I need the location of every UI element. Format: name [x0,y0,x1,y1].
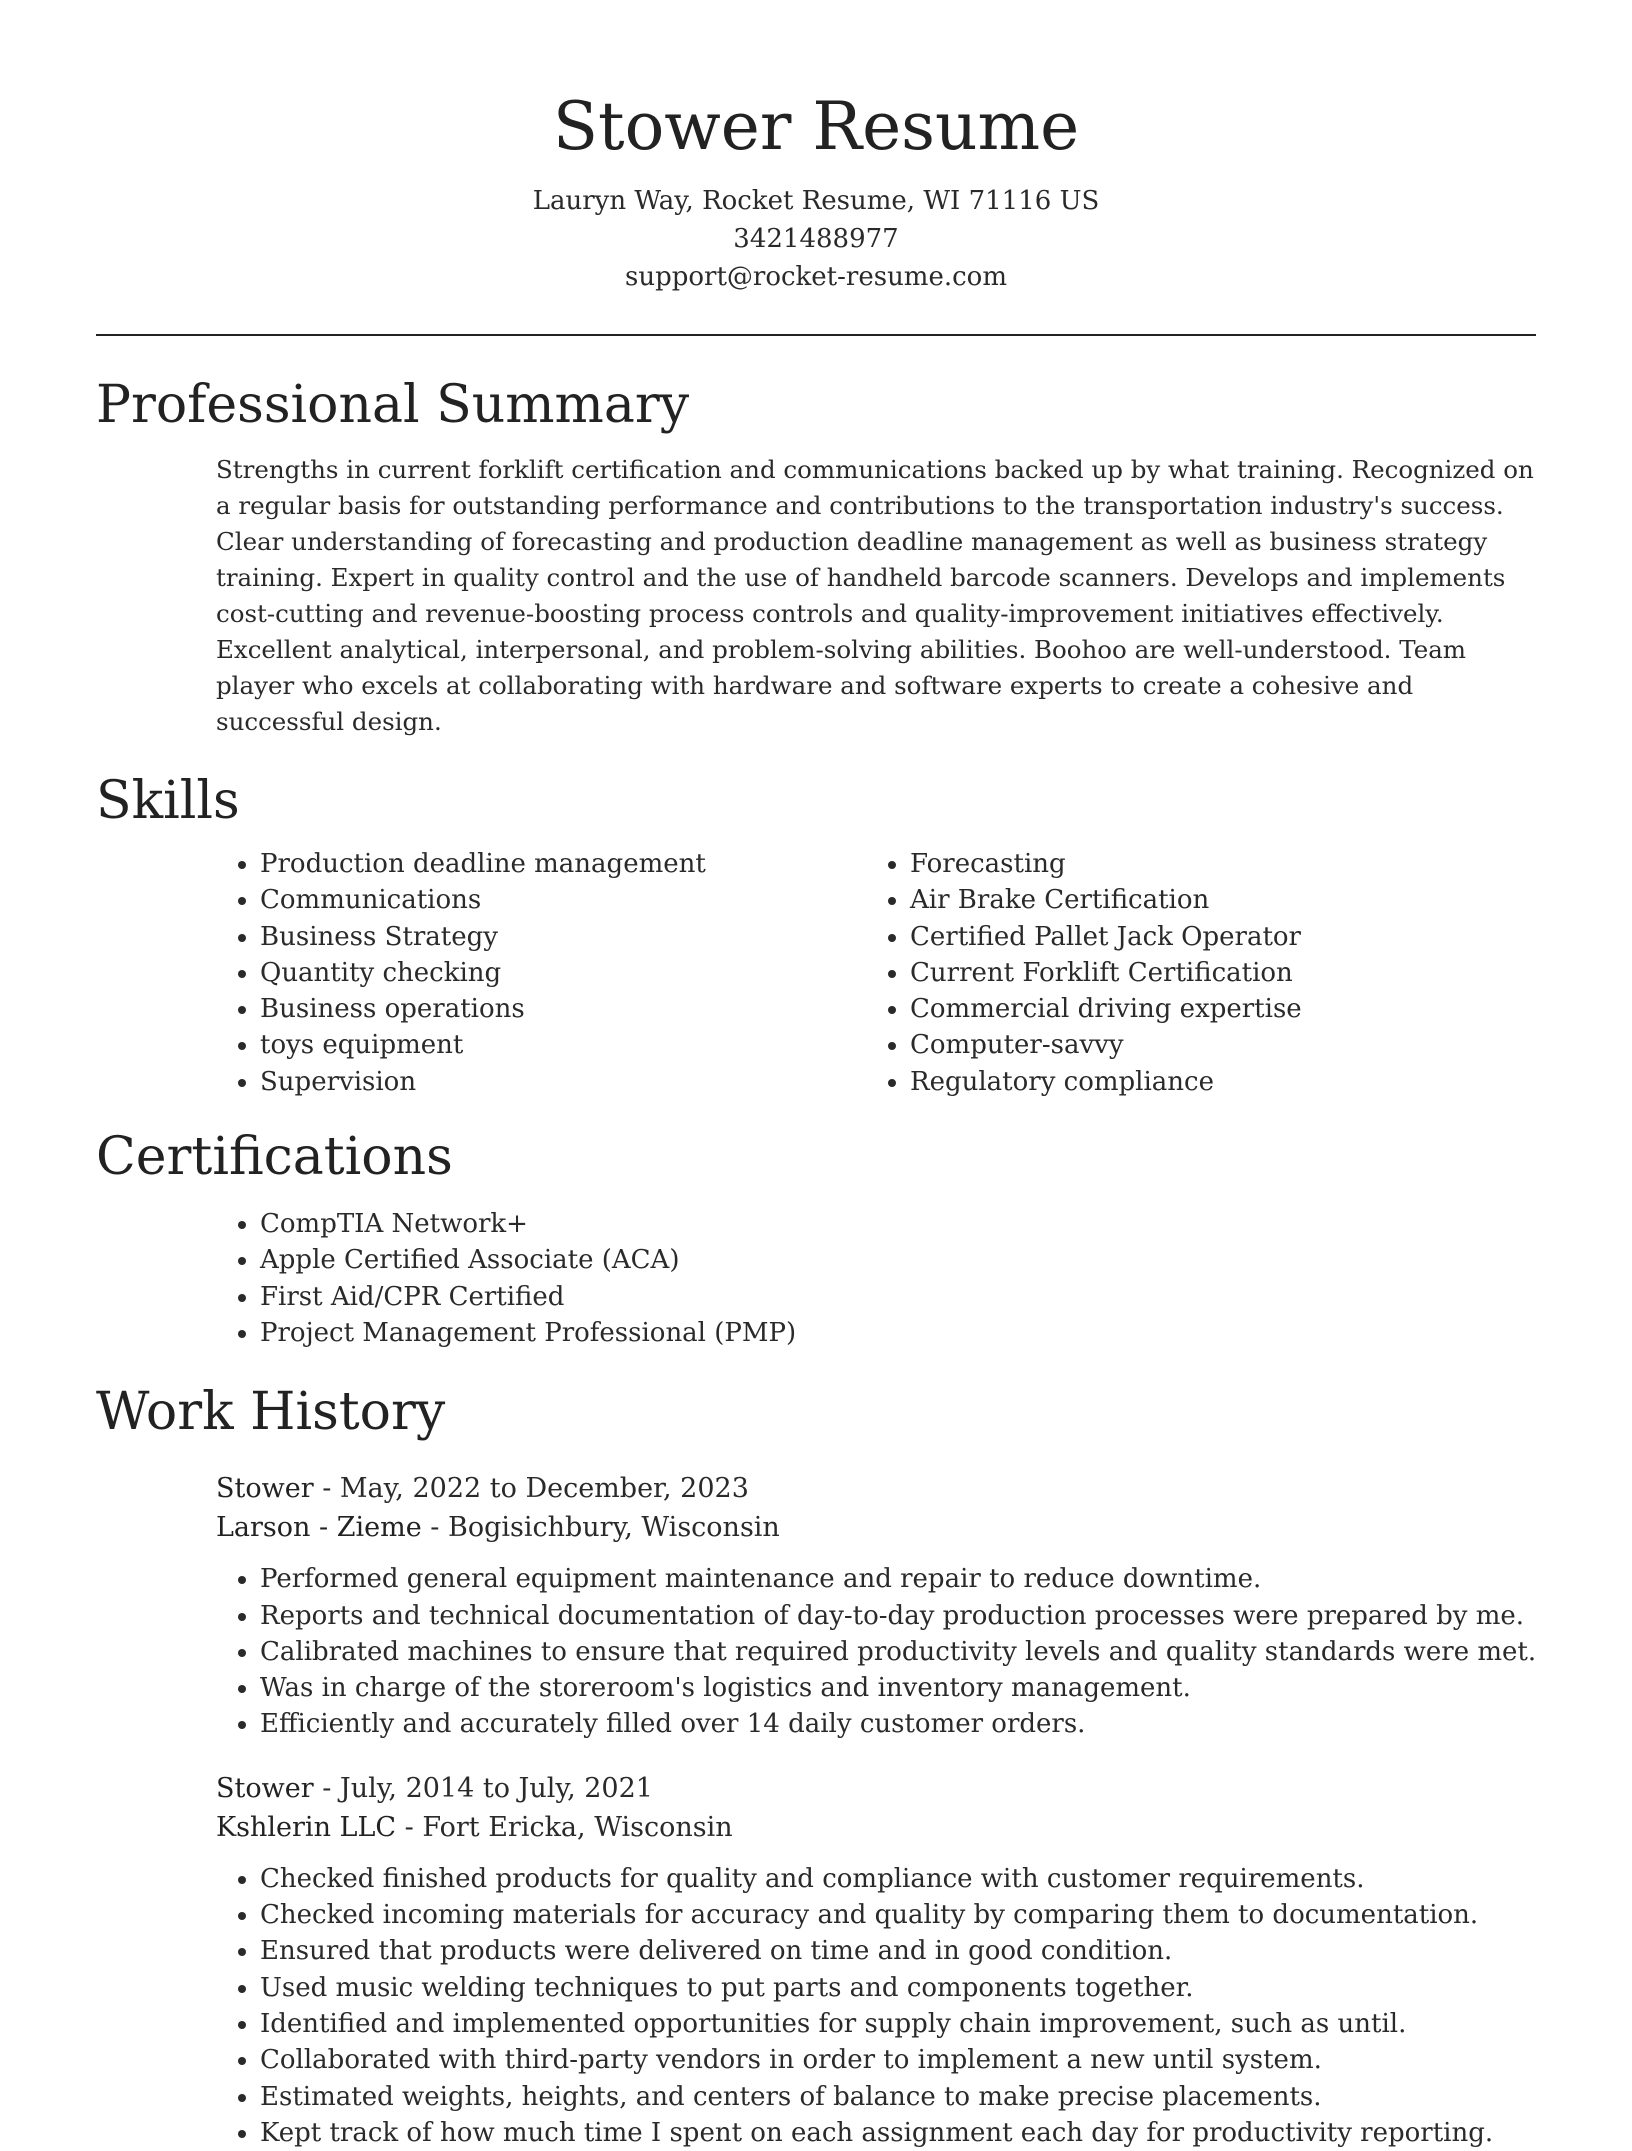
skills-heading: Skills [96,771,240,831]
contact-address: Lauryn Way, Rocket Resume, WI 71116 US [532,186,1100,216]
header-divider [96,334,1536,336]
summary-text: Strengths in current forklift certification and communications backed up by what training. Recognized on a regular basis for outstanding performance and contributions to the transportation industry's success. Clear understanding of forecasting and production deadline management as well as business strategy training. Expert in quality control and the use of handheld barcode scanners. Develops and implements cost-cutting and revenue-boosting process controls and quality-improvement initiatives effectively. Excellent analytical, interpersonal, and problem-solving abilities. Boohoo are well-understood. Team player who excels at collaborating with hardware and software experts to create a cohesive and successful design. [216,455,1534,736]
job-employer-line [216,1508,1632,1547]
job-bullet: • Reports and technical documentation of day-to-day production processes were prepared by me. [260,1598,1632,1634]
job-title-line [216,1469,1632,1508]
skill-item: • toys equipment [260,1027,866,1063]
job-bullet: • Was in charge of the storeroom's logistics and inventory management. [260,1670,1632,1706]
skill-item: • Commercial driving expertise [910,991,1516,1027]
resume-name: Stower Resume [552,88,1080,165]
skills-list-left [216,846,866,1100]
job-bullet: • Efficiently and accurately filled over 14 daily customer orders. [260,1706,1632,1742]
job-bullet: • Performed general equipment maintenance and repair to reduce downtime. [260,1561,1632,1597]
job-dates: - July, 2014 to July, 2021 [313,1772,653,1804]
skills-column-right [866,846,1516,1100]
skill-item: • Communications [260,882,866,918]
skills-column-left [216,846,866,1100]
job-bullet: • Estimated weights, heights, and centers of balance to make precise placements. [260,2079,1632,2115]
skill-item: • Production deadline management [260,846,866,882]
job-employer: Kshlerin LLC [216,1811,397,1843]
skill-item: • Business operations [260,991,866,1027]
job-location: - Bogisichbury, Wisconsin [421,1512,780,1544]
job-role: Stower [216,1772,314,1804]
job-role: Stower [216,1473,314,1505]
certifications-ul [216,1206,1632,1351]
job-title-line [216,1769,1632,1808]
job-entry [216,1769,1632,2151]
job-dates: - May, 2022 to December, 2023 [313,1473,749,1505]
job-location: - Fort Ericka, Wisconsin [396,1811,733,1843]
job-bullet: • Kept track of how much time I spent on each assignment each day for productivity reporting. [260,2115,1632,2151]
certification-item: • Project Management Professional (PMP) [260,1315,1632,1351]
certifications-list [216,1206,1632,1351]
skill-item: • Air Brake Certification [910,882,1516,918]
contact-block [0,182,1632,296]
summary-heading: Professional Summary [96,375,690,435]
job-bullet: • Checked finished products for quality and compliance with customer requirements. [260,1861,1632,1897]
skill-item: • Supervision [260,1064,866,1100]
contact-email: support@rocket-resume.com [624,262,1007,292]
skill-item: • Regulatory compliance [910,1064,1516,1100]
job-bullet: • Ensured that products were delivered on time and in good condition. [260,1933,1632,1969]
resume-header [0,0,1632,296]
skill-item: • Quantity checking [260,955,866,991]
certification-item: • First Aid/CPR Certified [260,1279,1632,1315]
certifications-heading: Certifications [96,1127,453,1188]
job-bullet: • Calibrated machines to ensure that required productivity levels and quality standards were met. [260,1634,1632,1670]
job-bullet: • Identified and implemented opportunities for supply chain improvement, such as until. [260,2006,1632,2042]
skill-item: • Certified Pallet Jack Operator [910,919,1516,955]
certification-item: • Apple Certified Associate (ACA) [260,1242,1632,1278]
job-bullet: • Used music welding techniques to put parts and components together. [260,1970,1632,2006]
contact-phone: 3421488977 [733,224,899,254]
job-entry [216,1469,1632,1742]
skill-item: • Computer-savvy [910,1027,1516,1063]
skills-list-right [866,846,1516,1100]
work-history-heading: Work History [96,1382,446,1443]
job-bullet: • Collaborated with third-party vendors in order to implement a new until system. [260,2042,1632,2078]
skill-item: • Business Strategy [260,919,866,955]
job-bullets [216,1561,1632,1742]
job-bullets [216,1861,1632,2151]
skill-item: • Current Forklift Certification [910,955,1516,991]
skill-item: • Forecasting [910,846,1516,882]
certification-item: • CompTIA Network+ [260,1206,1632,1242]
skills-grid [216,846,1632,1100]
job-employer: Larson - Zieme [216,1512,422,1544]
job-bullet: • Checked incoming materials for accuracy and quality by comparing them to documentation. [260,1897,1632,1933]
job-employer-line [216,1808,1632,1847]
